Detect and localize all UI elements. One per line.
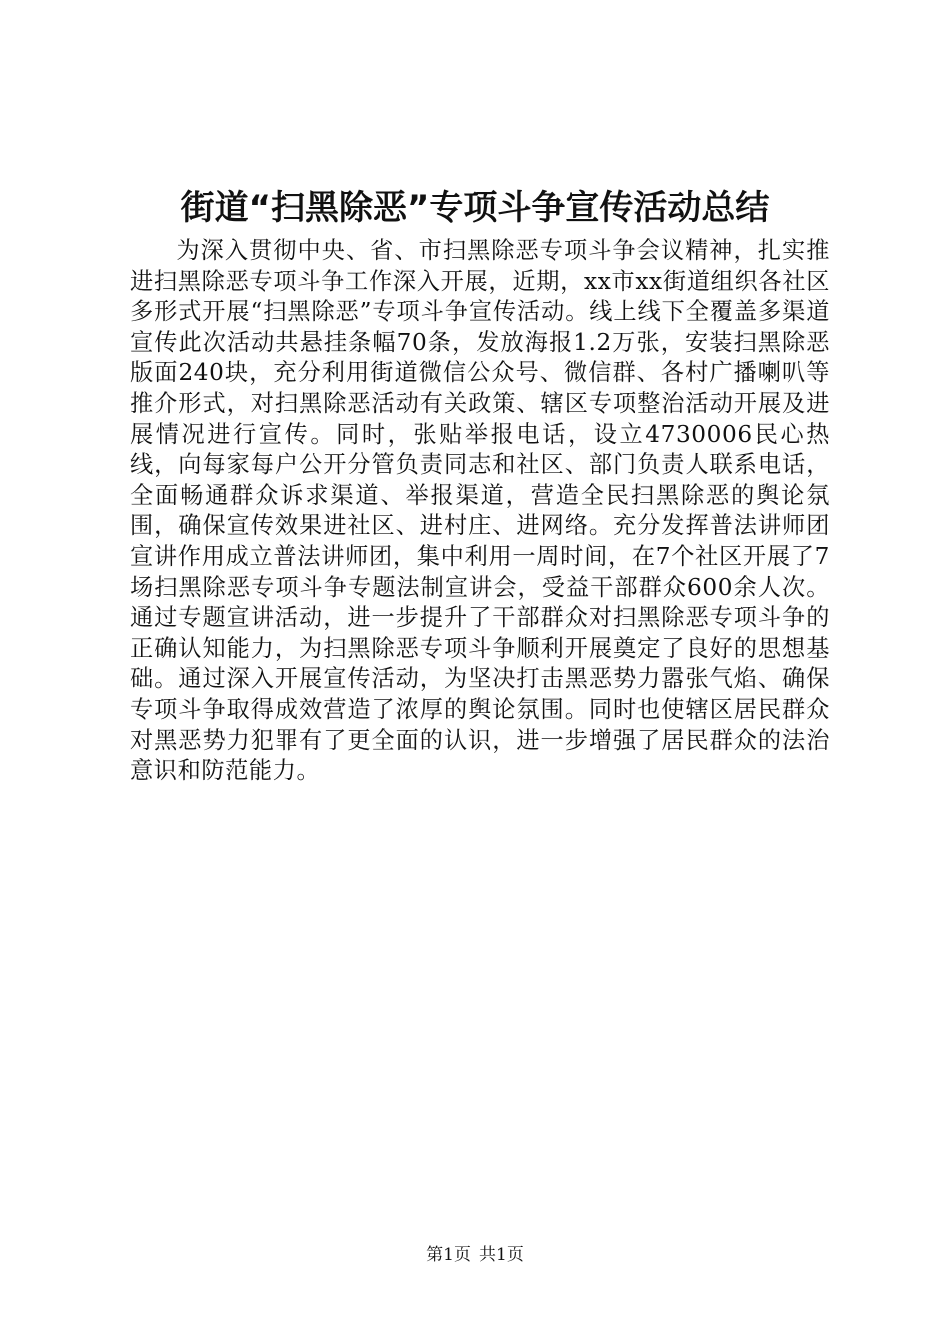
document-title: 街道“扫黑除恶”专项斗争宣传活动总结 (180, 188, 770, 228)
page-number: 第1页 (426, 1245, 471, 1265)
page-footer (0, 1243, 950, 1267)
page-total: 共1页 (479, 1245, 524, 1265)
document-body-paragraph: 为深入贯彻中央、省、市扫黑除恶专项斗争会议精神，扎实推进扫黑除恶专项斗争工作深入开展，近期，xx市xx街道组织各社区多形式开展“扫黑除恶”专项斗争宣传活动。线上线下全覆盖多渠道宣传此次活动共悬挂条幅70条，发放海报1.2万张，安装扫黑除恶版面240块，充分利用街道微信公众号、微信群、各村广播喇叭等推介形式，对扫黑除恶活动有关政策、辖区专项整治活动开展及进展情况进行宣传。同时，张贴举报电话，设立4730006民心热线，向每家每户公开分管负责同志和社区、部门负责人联系电话，全面畅通群众诉求渠道、举报渠道，营造全民扫黑除恶的舆论氛围，确保宣传效果进社区、进村庄、进网络。充分发挥普法讲师团宣讲作用成立普法讲师团，集中利用一周时间，在7个社区开展了7场扫黑除恶专项斗争专题法制宣讲会，受益干部群众600余人次。通过专题宣讲活动，进一步提升了干部群众对扫黑除恶专项斗争的正确认知能力，为扫黑除恶专项斗争顺利开展奠定了良好的思想基础。通过深入开展宣传活动，为坚决打击黑恶势力嚣张气焰、确保专项斗争取得成效营造了浓厚的舆论氛围。同时也使辖区居民群众对黑恶势力犯罪有了更全面的认识，进一步增强了居民群众的法治意识和防范能力。 (130, 237, 830, 785)
